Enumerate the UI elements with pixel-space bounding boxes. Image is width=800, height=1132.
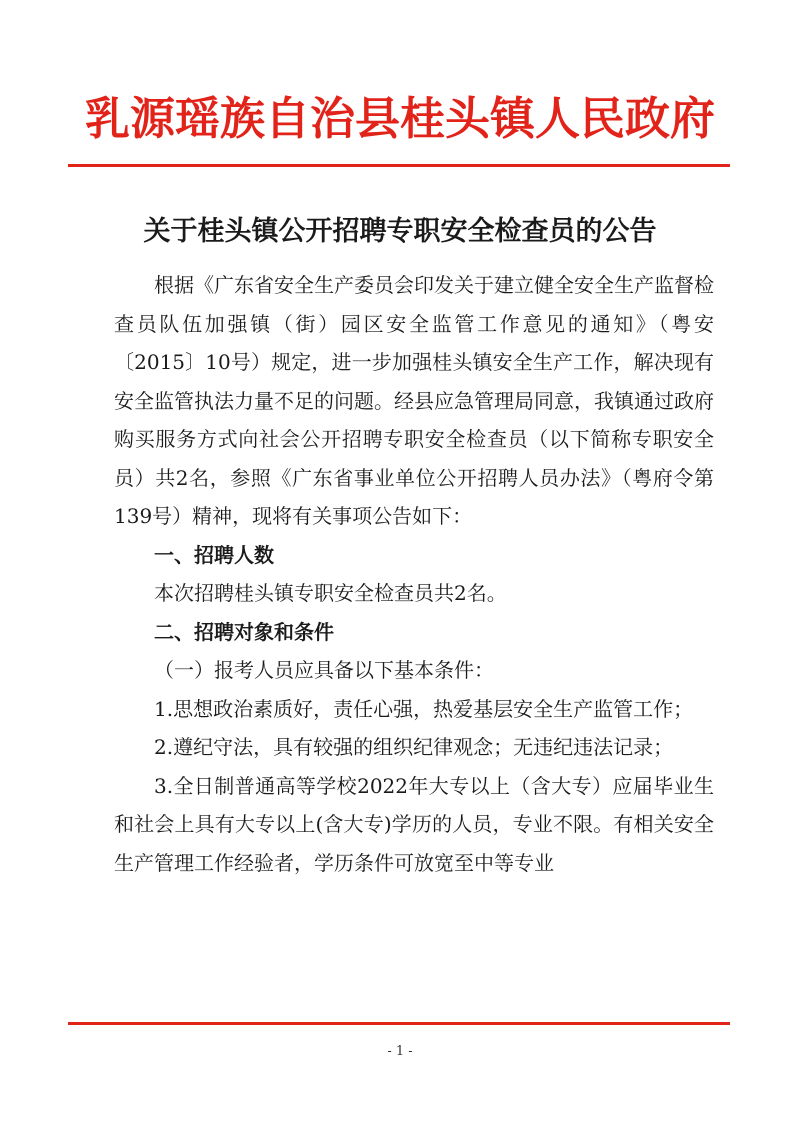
- paragraph-intro: 根据《广东省安全生产委员会印发关于建立健全安全生产监督检查员队伍加强镇（街）园区安全监管工作意见的通知》（粤安〔2015〕10号）规定，进一步加强桂头镇安全生产工作，解决现有安全监管执法力量不足的问题。经县应急管理局同意，我镇通过政府购买服务方式向社会公开招聘专职安全检查员（以下简称专职安全员）共2名，参照《广东省事业单位公开招聘人员办法》（粤府令第139号）精神，现将有关事项公告如下：: [114, 273, 714, 528]
- paragraph-condition-2: 2.遵纪守法，具有较强的组织纪律观念；无违纪违法记录；: [154, 735, 674, 759]
- document-title: 关于桂头镇公开招聘专职安全检查员的公告: [143, 216, 657, 247]
- paragraph-condition-3: 3.全日制普通高等学校2022年大专以上（含大专）应届毕业生和社会上具有大专以上(含大专)学历的人员，专业不限。有相关安全生产管理工作经验者，学历条件可放宽至中等专业: [114, 773, 714, 875]
- paragraph-recruit-count: 本次招聘桂头镇专职安全检查员共2名。: [154, 581, 507, 605]
- footer-red-rule: [68, 1022, 730, 1025]
- document-body: [114, 266, 714, 882]
- section-heading-1: 一、招聘人数: [154, 542, 274, 567]
- paragraph-subsection-1: （一）报考人员应具备以下基本条件：: [154, 658, 494, 682]
- masthead-red-rule: [68, 164, 730, 167]
- masthead: 乳源瑶族自治县桂头镇人民政府: [84, 92, 715, 145]
- section-heading-2: 二、招聘对象和条件: [154, 619, 334, 644]
- paragraph-condition-1: 1.思想政治素质好，责任心强，热爱基层安全生产监管工作；: [154, 696, 694, 721]
- page-number: - 1 -: [387, 1044, 413, 1059]
